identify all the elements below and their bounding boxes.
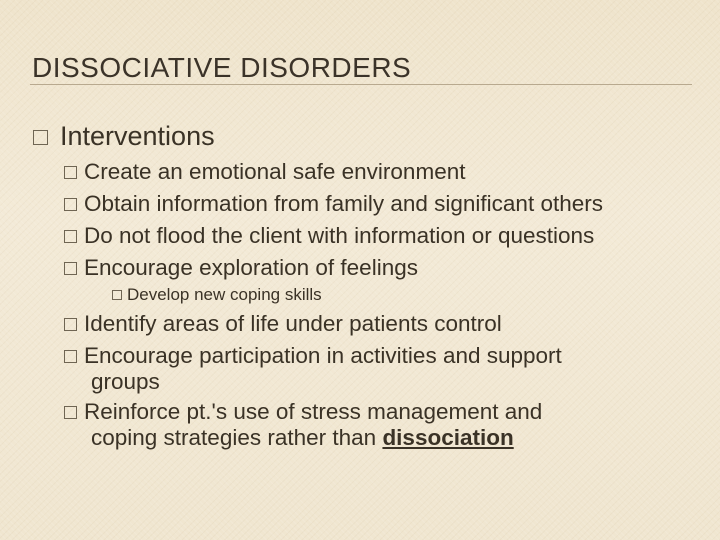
bullet-box-icon bbox=[33, 130, 48, 145]
list-item-text: Obtain information from family and significant others bbox=[84, 191, 603, 216]
list-item-text: Create an emotional safe environment bbox=[84, 159, 466, 184]
heading-interventions bbox=[33, 121, 215, 152]
bullet-box-icon bbox=[64, 262, 77, 275]
list-item-text: Do not flood the client with information or questions bbox=[84, 223, 595, 248]
slide-title: DISSOCIATIVE DISORDERS bbox=[32, 52, 412, 83]
list-item-text: Reinforce pt.'s use of stress management and bbox=[84, 399, 543, 424]
bullet-box-icon bbox=[64, 318, 77, 331]
list-item-continuation bbox=[91, 425, 514, 451]
list-item-text: coping strategies rather than bbox=[91, 425, 383, 450]
list-item bbox=[64, 223, 594, 249]
list-item bbox=[64, 311, 502, 337]
list-item-text: groups bbox=[91, 369, 160, 394]
bullet-box-icon bbox=[64, 198, 77, 211]
list-item bbox=[64, 159, 465, 185]
sub-list-item bbox=[112, 285, 322, 305]
heading-text: Interventions bbox=[60, 121, 215, 151]
bullet-box-icon bbox=[64, 166, 77, 179]
bullet-box-icon bbox=[64, 406, 77, 419]
sub-list-item-text: Develop new coping skills bbox=[127, 285, 322, 304]
title-underline bbox=[30, 84, 692, 85]
list-item-continuation bbox=[91, 369, 160, 395]
list-item-text: Encourage participation in activities and support bbox=[84, 343, 562, 368]
list-item bbox=[64, 343, 562, 369]
bullet-box-icon bbox=[112, 290, 122, 300]
list-item-text: Identify areas of life under patients control bbox=[84, 311, 502, 336]
list-item bbox=[64, 399, 542, 425]
list-item bbox=[64, 191, 603, 217]
list-item-text: Encourage exploration of feelings bbox=[84, 255, 418, 280]
bullet-box-icon bbox=[64, 350, 77, 363]
bullet-box-icon bbox=[64, 230, 77, 243]
list-item bbox=[64, 255, 418, 281]
emphasis-text: dissociation bbox=[382, 425, 514, 450]
